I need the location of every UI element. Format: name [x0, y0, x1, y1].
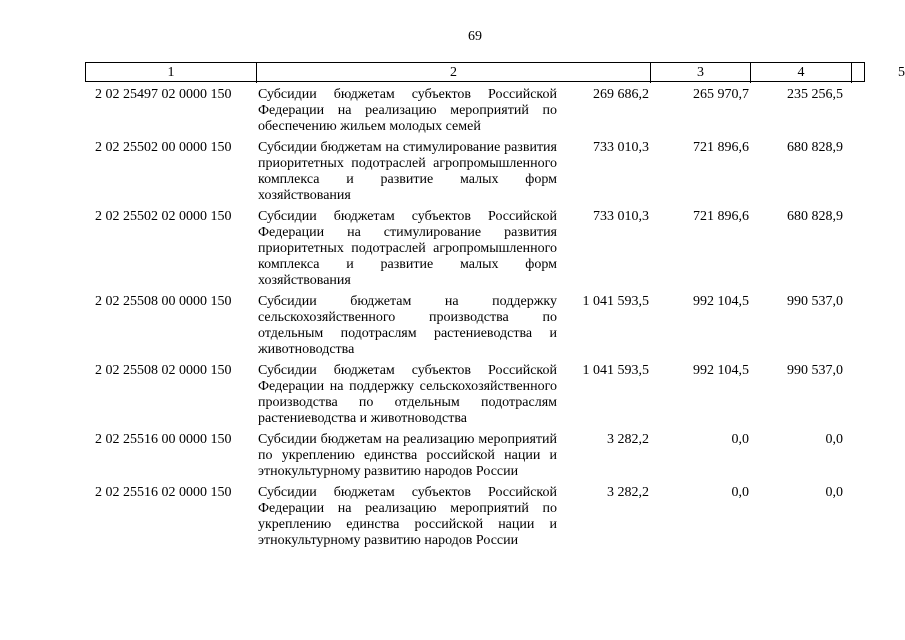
table-row — [85, 209, 865, 289]
row-code: 2 02 25508 02 0000 150 — [95, 363, 232, 378]
table-row — [85, 432, 865, 480]
row-description: Субсидии бюджетам субъектов Российской Федерации на поддержку сельскохозяйственного производства по отдельным подотраслям растениеводства и животноводства — [258, 363, 557, 426]
row-code: 2 02 25516 02 0000 150 — [95, 485, 232, 500]
row-code: 2 02 25502 02 0000 150 — [95, 209, 232, 224]
table-row — [85, 87, 865, 135]
budget-table — [85, 62, 905, 549]
row-description: Субсидии бюджетам субъектов Российской Федерации на реализацию мероприятий по обеспечению жильем молодых семей — [258, 87, 557, 134]
row-value-col5: 235 256,5 — [787, 87, 843, 102]
row-value-col5: 0,0 — [825, 432, 843, 447]
header-col-1: 1 — [167, 65, 175, 80]
row-code: 2 02 25502 00 0000 150 — [95, 140, 232, 155]
row-description: Субсидии бюджетам субъектов Российской Федерации на реализацию мероприятий по укреплению единства российской нации и этнокультурному развитию народов России — [258, 485, 557, 548]
header-col-5: 5 — [851, 63, 905, 83]
table-header-row — [85, 62, 905, 82]
page-number: 69 — [468, 29, 482, 44]
row-description: Субсидии бюджетам на стимулирование развития приоритетных подотраслей агропромышленного комплекса и развитие малых форм хозяйствования — [258, 140, 557, 203]
row-code: 2 02 25497 02 0000 150 — [95, 87, 232, 102]
row-value-col4: 265 970,7 — [693, 87, 749, 102]
row-value-col3: 733 010,3 — [593, 209, 649, 224]
row-code: 2 02 25508 00 0000 150 — [95, 294, 232, 309]
table-row — [85, 294, 865, 358]
row-value-col5: 680 828,9 — [787, 140, 843, 155]
row-description: Субсидии бюджетам субъектов Российской Федерации на стимулирование развития приоритетных подотраслей агропромышленного комплекса и развитие малых форм хозяйствования — [258, 209, 557, 288]
row-value-col3: 1 041 593,5 — [582, 363, 649, 378]
header-col-4: 4 — [750, 63, 851, 83]
row-value-col5: 0,0 — [825, 485, 843, 500]
row-value-col4: 0,0 — [731, 432, 749, 447]
table-row — [85, 140, 865, 204]
row-value-col4: 992 104,5 — [693, 363, 749, 378]
row-value-col5: 990 537,0 — [787, 363, 843, 378]
row-value-col5: 990 537,0 — [787, 294, 843, 309]
header-col-3: 3 — [650, 63, 750, 83]
row-code: 2 02 25516 00 0000 150 — [95, 432, 232, 447]
table-row — [85, 363, 865, 427]
table-row — [85, 485, 865, 549]
row-value-col5: 680 828,9 — [787, 209, 843, 224]
row-value-col3: 269 686,2 — [593, 87, 649, 102]
row-value-col4: 721 896,6 — [693, 140, 749, 155]
row-value-col3: 733 010,3 — [593, 140, 649, 155]
row-value-col4: 0,0 — [731, 485, 749, 500]
header-col-2: 2 — [256, 63, 650, 83]
row-value-col4: 721 896,6 — [693, 209, 749, 224]
row-description: Субсидии бюджетам на поддержку сельскохозяйственного производства по отдельным подотраслям растениеводства и животноводства — [258, 294, 557, 357]
row-value-col4: 992 104,5 — [693, 294, 749, 309]
row-value-col3: 1 041 593,5 — [582, 294, 649, 309]
row-value-col3: 3 282,2 — [607, 485, 649, 500]
row-description: Субсидии бюджетам на реализацию мероприятий по укреплению единства российской нации и этнокультурному развитию народов России — [258, 432, 557, 479]
row-value-col3: 3 282,2 — [607, 432, 649, 447]
